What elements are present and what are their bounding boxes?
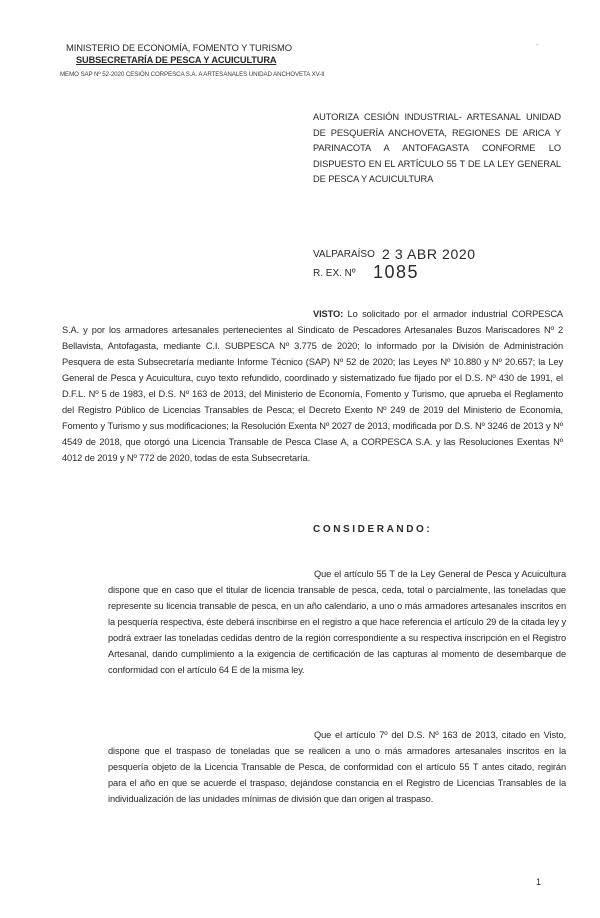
resolution-number: 1085	[373, 262, 420, 282]
considerando-paragraph-1: Que el artículo 55 T de la Ley General de Pesca y Acuicultura dispone que en caso que el titular de licencia transable de pesca, ceda, total o parcialmente, las toneladas que represente su licencia transable de pesca, en un año calendario, a uno o más armadores artesanales inscritos en la pesquería respectiva, éste deberá inscribirse en el registro a que hace referencia el artículo 29 de la citada ley y podrá extraer las toneladas cedidas dentro de la región correspondiente a su respectiva inscripción en el Registro Artesanal, dando cumplimiento a la exigencia de certificación de las capturas al momento de desembarque de conformidad con el artículo 64 E de la misma ley.	[108, 569, 566, 675]
ministry-header: MINISTERIO DE ECONOMÍA, FOMENTO Y TURISMO	[66, 42, 292, 53]
considerando-paragraph-2: Que el artículo 7º del D.S. Nº 163 de 2013, citado en Visto, dispone que el traspaso de toneladas que se realicen a uno o más armadores artesanales inscritos en la pesquería objeto de la Licencia Transable de Pesca, de conformidad con el artículo 55 T antes citado, regirán para el año en que se acuerde el traspaso, dejándose constancia en el Registro de Licencias Transables de la individualización de las unidades mínimas de división que dan origen al traspaso.	[108, 730, 566, 804]
visto-text: Lo solicitado por el armador industrial CORPESCA S.A. y por los armadores artesanales pertenecientes al Sindicato de Pescadores Artesanales Buzos Mariscadores Nº 2 Bellavista, Antofagasta, mediante C.I. SUBPESCA Nº 3.775 de 2020; lo informado por la División de Administración Pesquera de esta Subsecretaría mediante Informe Técnico (SAP) Nº 52 de 2020; las Leyes Nº 10.880 y Nº 20.657; la Ley General de Pesca y Acuicultura, cuyo texto refundido, coordinado y sistematizado fue fijado por el D.S. Nº 430 de 1991, el D.F.L. Nº 5 de 1983, el D.S. Nº 163 de 2013, del Ministerio de Economía, Fomento y Turismo, que aprueba el Reglamento del Registro Público de Licencias Transables de Pesca; el Decreto Exento Nº 249 de 2019 del Ministerio de Economía, Fomento y Turismo y sus modificaciones; la Resolución Exenta Nº 2027 de 2013, modificada por D.S. Nº 3246 de 2013 y Nº 4549 de 2018, que otorgó una Licencia Transable de Pesca Clase A, a CORPESCA S.A. y las Resoluciones Exentas Nº 4012 de 2019 y Nº 772 de 2020, todas de esta Subsecretaría.	[62, 309, 563, 463]
place-label: VALPARAÍSO	[313, 249, 375, 260]
memo-reference: MEMO SAP Nº 52-2020 CESIÓN CORPESCA S.A. A ARTESANALES UNIDAD ANCHOVETA XV-II	[60, 71, 325, 78]
visto-heading: VISTO:	[313, 309, 344, 319]
page-number: 1	[536, 877, 542, 887]
resolution-subject: AUTORIZA CESIÓN INDUSTRIAL- ARTESANAL UNIDAD DE PESQUERÍA ANCHOVETA, REGIONES DE ARICA Y PARINACOTA A ANTOFAGASTA CONFORME LO DISPUESTO EN EL ARTÍCULO 55 T DE LA LEY GENERAL DE PESCA Y ACUICULTURA	[313, 112, 561, 185]
resolution-label: R. EX. Nº	[313, 268, 356, 279]
undersecretariat-header: SUBSECRETARÍA DE PESCA Y ACUICULTURA	[76, 55, 277, 65]
date-stamp: 2 3 ABR 2020	[382, 246, 476, 262]
corner-mark: -	[536, 40, 539, 49]
visto-paragraph	[62, 306, 563, 466]
considerando-heading: CONSIDERANDO:	[313, 524, 433, 535]
